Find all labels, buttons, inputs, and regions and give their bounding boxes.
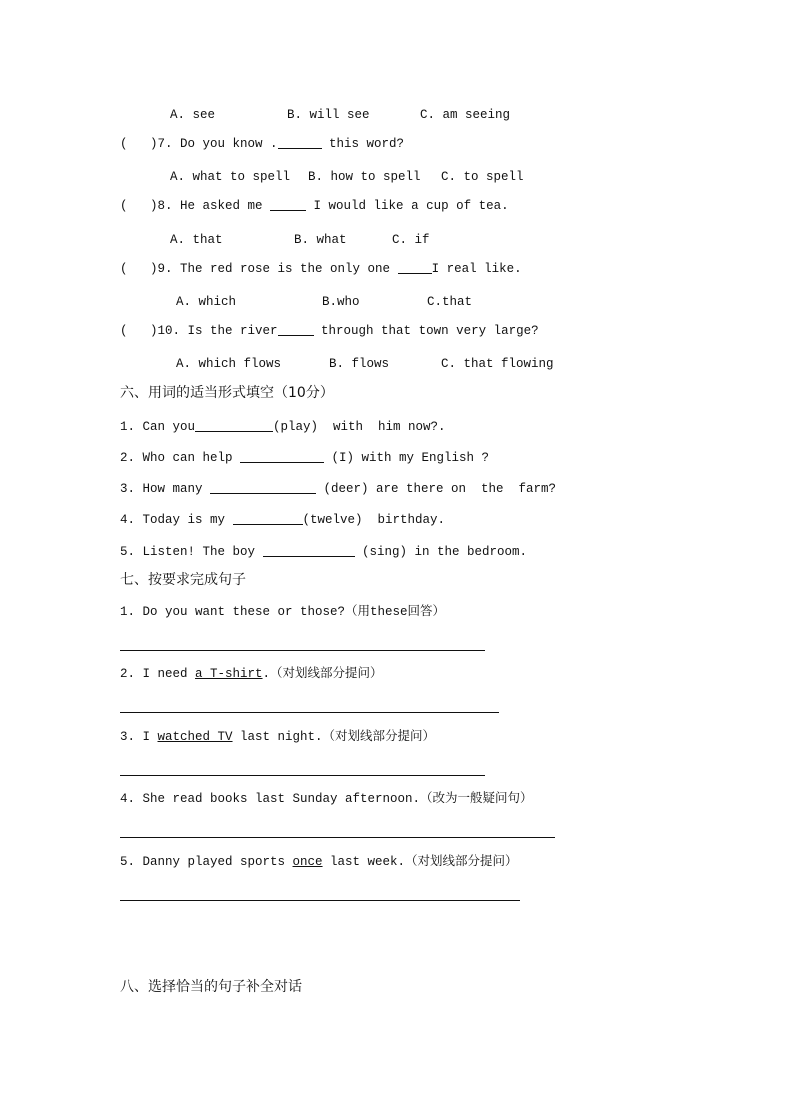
q8-option-c: C. if xyxy=(392,233,430,247)
question-10 xyxy=(120,323,539,339)
q10-option-c: C. that flowing xyxy=(441,357,554,371)
answer-blank[interactable] xyxy=(270,198,306,211)
s7-question-5: 5. Danny played sports once last week.（对划线部分提问） xyxy=(120,855,518,869)
s7-question-2: 2. I need a T-shirt.（对划线部分提问） xyxy=(120,667,383,681)
answer-blank[interactable] xyxy=(263,544,355,557)
question-text: 9. The red rose is the only one xyxy=(157,262,398,276)
question-text-after: I would like a cup of tea. xyxy=(306,199,509,213)
answer-blank[interactable] xyxy=(210,481,316,494)
question-text: 10. Is the river xyxy=(157,324,278,338)
question-9 xyxy=(120,261,522,277)
question-8 xyxy=(120,198,509,214)
q6-option-b: B. will see xyxy=(287,108,370,122)
underlined-part: watched TV xyxy=(157,730,233,744)
question-7 xyxy=(120,136,404,152)
s7-question-4: 4. She read books last Sunday afternoon.（改为一般疑问句） xyxy=(120,792,533,806)
question-text: 8. He asked me xyxy=(157,199,271,213)
q8-option-a: A. that xyxy=(170,233,223,247)
q8-option-b: B. what xyxy=(294,233,347,247)
q10-option-a: A. which flows xyxy=(176,357,282,371)
s6-item-1: 1. Can you (play) with him now?. xyxy=(120,420,446,434)
question-text-after: I real like. xyxy=(431,262,522,276)
answer-blank[interactable] xyxy=(278,136,322,149)
answer-blank[interactable] xyxy=(398,261,432,274)
s6-item-5: 5. Listen! The boy (sing) in the bedroom. xyxy=(120,545,528,559)
section-8-title: 八、选择恰当的句子补全对话 xyxy=(120,979,302,995)
section-7-title: 七、按要求完成句子 xyxy=(120,572,246,588)
q10-option-b: B. flows xyxy=(329,357,390,371)
answer-paren: ( ) xyxy=(120,262,158,276)
q9-option-a: A. which xyxy=(176,295,237,309)
s6-item-3: 3. How many (deer) are there on the farm? xyxy=(120,482,557,496)
answer-line-4[interactable] xyxy=(120,837,555,838)
q6-option-c: C. am seeing xyxy=(420,108,511,122)
answer-line-3[interactable] xyxy=(120,775,485,776)
answer-line-1[interactable] xyxy=(120,650,485,651)
section-6-title: 六、用词的适当形式填空（10分） xyxy=(120,385,334,401)
s7-question-3: 3. I watched TV last night.（对划线部分提问） xyxy=(120,730,436,744)
q9-option-c: C.that xyxy=(427,295,473,309)
underlined-part: once xyxy=(292,855,323,869)
q9-option-b: B.who xyxy=(322,295,360,309)
q7-option-a: A. what to spell xyxy=(170,170,291,184)
answer-paren: ( ) xyxy=(120,324,158,338)
answer-line-5[interactable] xyxy=(120,900,520,901)
q7-option-b: B. how to spell xyxy=(308,170,421,184)
answer-blank[interactable] xyxy=(278,323,314,336)
answer-paren: ( ) xyxy=(120,199,158,213)
s6-item-4: 4. Today is my (twelve) birthday. xyxy=(120,513,446,527)
answer-blank[interactable] xyxy=(240,450,324,463)
answer-paren: ( ) xyxy=(120,137,158,151)
answer-blank[interactable] xyxy=(233,512,303,525)
underlined-part: a T-shirt xyxy=(195,667,263,681)
question-text-after: through that town very large? xyxy=(313,324,539,338)
answer-line-2[interactable] xyxy=(120,712,499,713)
answer-blank[interactable] xyxy=(195,419,273,432)
s6-item-2: 2. Who can help (I) with my English ? xyxy=(120,451,490,465)
s7-question-1: 1. Do you want these or those?（用these回答） xyxy=(120,605,446,619)
question-text: 7. Do you know . xyxy=(157,137,278,151)
q6-option-a: A. see xyxy=(170,108,216,122)
question-text-after: this word? xyxy=(321,137,405,151)
q7-option-c: C. to spell xyxy=(441,170,524,184)
